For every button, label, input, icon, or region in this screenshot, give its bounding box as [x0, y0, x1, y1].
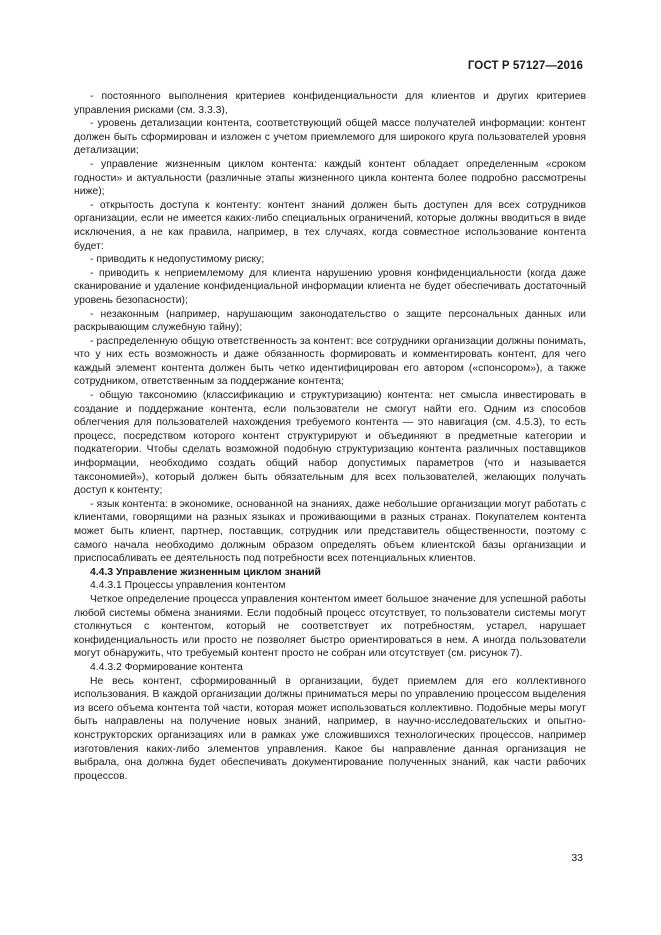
page-number: 33	[571, 852, 583, 864]
list-item: - распределенную общую ответственность за контент: все сотрудники организации должны понимать, что у них есть возможность и даже обязанность формировать и комментировать контент, для чего каждый элемент контента должен быть четко идентифицирован его автором («спонсором»), а также сотрудником, ответственным за поддержание контента;	[74, 335, 586, 388]
body-paragraph: Четкое определение процесса управления контентом имеет большое значение для успешной работы любой системы обмена знаниями. Если подобный процесс отсутствует, то пользователи системы могут столкнуться с контентом, который не соответствует их потребностям, устарел, нарушает конфиденциальность или просто не позволяет быстро ориентироваться в нем. А иногда пользователи могут обнаружить, что требуемый контент просто не собран или отсутствует (см. рисунок 7).	[74, 593, 586, 660]
section-heading: 4.4.3 Управление жизненным циклом знаний	[90, 566, 321, 578]
body-paragraph: Не весь контент, сформированный в организации, будет приемлем для его коллективного использования. В каждой организации должны приниматься меры по управлению процессом выделения из всего объема контента той части, которая может использоваться коллективно. Подобные меры могут быть направлены на получение новых знаний, например, в научно-исследовательских и опытно-конструкторских организациях или в рамках уже сложившихся технологических процессов, например изготовления каких-либо элементов управления. Какое бы направление данная организация не выбрала, она должна будет обеспечивать документирование полученных знаний, как части рабочих процессов.	[74, 675, 586, 782]
list-item: - язык контента: в экономике, основанной на знаниях, даже небольшие организации могут работать с клиентами, говорящими на разных языках и проживающими в разных странах. Покупателем контента может быть клиент, партнер, поставщик, сотрудник или представитель общественности, поэтому с самого начала необходимо должным образом определять объем клиентской базы организации и приспосабливать ее деятельность под потребности всех потенциальных клиентов.	[74, 498, 586, 565]
list-item: - уровень детализации контента, соответствующий общей массе получателей информации: контент должен быть сформирован и изложен с учетом приемлемого для широкого круга пользователей уровня детализации;	[74, 118, 586, 157]
list-item: - постоянного выполнения критериев конфиденциальности для клиентов и других критериев управления рисками (см. 3.3.3),	[74, 91, 586, 116]
list-item: - управление жизненным циклом контента: каждый контент обладает определенным «сроком годности» и актуальности (различные этапы жизненного цикла контента более подробно рассмотрены ниже);	[74, 158, 586, 198]
list-item: - открытость доступа к контенту: контент знаний должен быть доступен для всех сотрудников организации, если не имеется каких-либо специальных ограничений, которые должны вводиться в виде исключения, а не как правила, например, в тех случаях, когда совместное использование контента будет:	[74, 199, 586, 252]
list-item: - приводить к недопустимому риску;	[90, 254, 265, 266]
subsection-heading: 4.4.3.2 Формирование контента	[90, 661, 243, 673]
list-item: - общую таксономию (классификацию и структуризацию) контента: нет смысла инвестировать в создание и поддержание контента, если пользователи не смогут найти его. Одним из способов облегчения для пользователей нахождения требуемого контента — это навигация (см. 4.5.3), то есть процесс, посредством которого контент структурируют и объединяют в предметные категории и подкатегории. Чтобы сделать возможной подобную структуризацию контента различных поставщиков информации, необходимо создать общий набор допустимых параметров (что и называется таксономией»), который должен быть обязательным для всех пользователей, желающих получать доступ к контенту;	[74, 390, 586, 497]
subsection-heading: 4.4.3.1 Процессы управления контентом	[90, 580, 286, 592]
list-item: - незаконным (например, нарушающим законодательство о защите персональных данных или раскрывающим служебную тайну);	[74, 308, 586, 334]
document-standard-id: ГОСТ Р 57127—2016	[467, 60, 583, 72]
list-item: - приводить к неприемлемому для клиента нарушению уровня конфиденциальности (когда даже сканирование и удаление конфиденциальной информации клиента не будет обеспечивать достаточный уровень безопасности);	[74, 267, 586, 306]
document-body	[74, 90, 586, 783]
